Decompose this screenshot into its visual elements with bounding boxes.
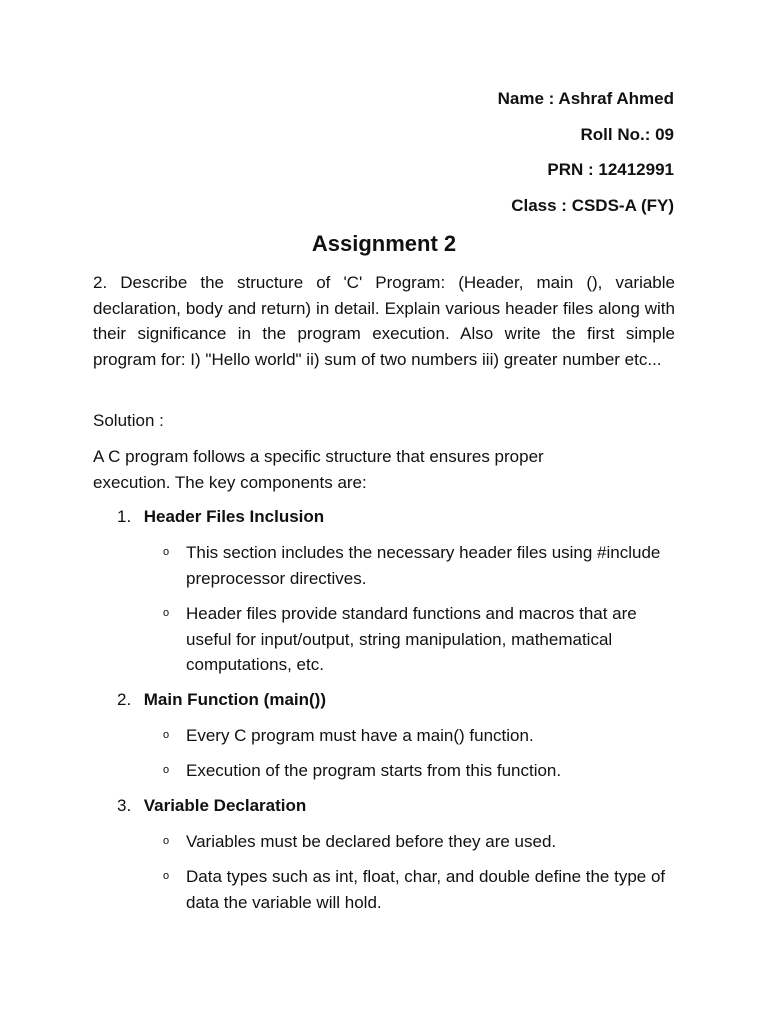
list-item bbox=[163, 758, 663, 784]
section-title: Variable Declaration bbox=[143, 796, 307, 815]
list-item bbox=[163, 864, 666, 915]
list-item bbox=[117, 793, 306, 819]
assignment-title: Assignment 2 bbox=[311, 231, 457, 256]
bullet-text: Execution of the program starts from this function. bbox=[186, 761, 562, 780]
bullet-icon: o bbox=[163, 729, 170, 741]
bullet-text: Every C program must have a main() function. bbox=[186, 726, 534, 745]
section-title: Header Files Inclusion bbox=[143, 507, 325, 526]
bullet-icon: o bbox=[163, 870, 170, 882]
student-name: Name : Ashraf Ahmed bbox=[497, 89, 674, 108]
list-item bbox=[163, 540, 663, 591]
list-item bbox=[117, 504, 324, 530]
list-item bbox=[163, 723, 663, 749]
intro-paragraph: A C program follows a specific structure that ensures proper execution. The key components are: bbox=[93, 447, 544, 492]
class-name: Class : CSDS-A (FY) bbox=[511, 195, 674, 215]
question-text: 2. Describe the structure of 'C' Program: (Header, main (), variable declaration, body and return) in detail. Explain various header files along with their significance in the program execution. Also write the first simple program for: I) "Hello world" ii) sum of two numbers iii) greater number etc... bbox=[93, 273, 675, 369]
list-item bbox=[117, 687, 326, 713]
bullet-text: Data types such as int, float, char, and double define the type of data the variable will hold. bbox=[186, 867, 666, 912]
bullet-text: Header files provide standard functions and macros that are useful for input/output, string manipulation, mathematical computations, etc. bbox=[186, 604, 637, 674]
bullet-icon: o bbox=[163, 546, 170, 558]
student-info bbox=[498, 86, 674, 228]
list-item bbox=[163, 829, 663, 855]
bullet-text: Variables must be declared before they are used. bbox=[186, 832, 557, 851]
list-number: 2. bbox=[117, 690, 132, 709]
bullet-icon: o bbox=[163, 607, 170, 619]
section-title: Main Function (main()) bbox=[143, 690, 326, 709]
bullet-text: This section includes the necessary header files using #include preprocessor directives. bbox=[186, 543, 661, 588]
list-number: 3. bbox=[117, 796, 132, 815]
solution-label: Solution : bbox=[93, 411, 164, 430]
roll-number: Roll No.: 09 bbox=[580, 124, 674, 144]
list-item bbox=[163, 601, 663, 678]
bullet-icon: o bbox=[163, 764, 170, 776]
bullet-icon: o bbox=[163, 835, 170, 847]
list-number: 1. bbox=[117, 507, 132, 526]
prn-number: PRN : 12412991 bbox=[547, 160, 674, 179]
